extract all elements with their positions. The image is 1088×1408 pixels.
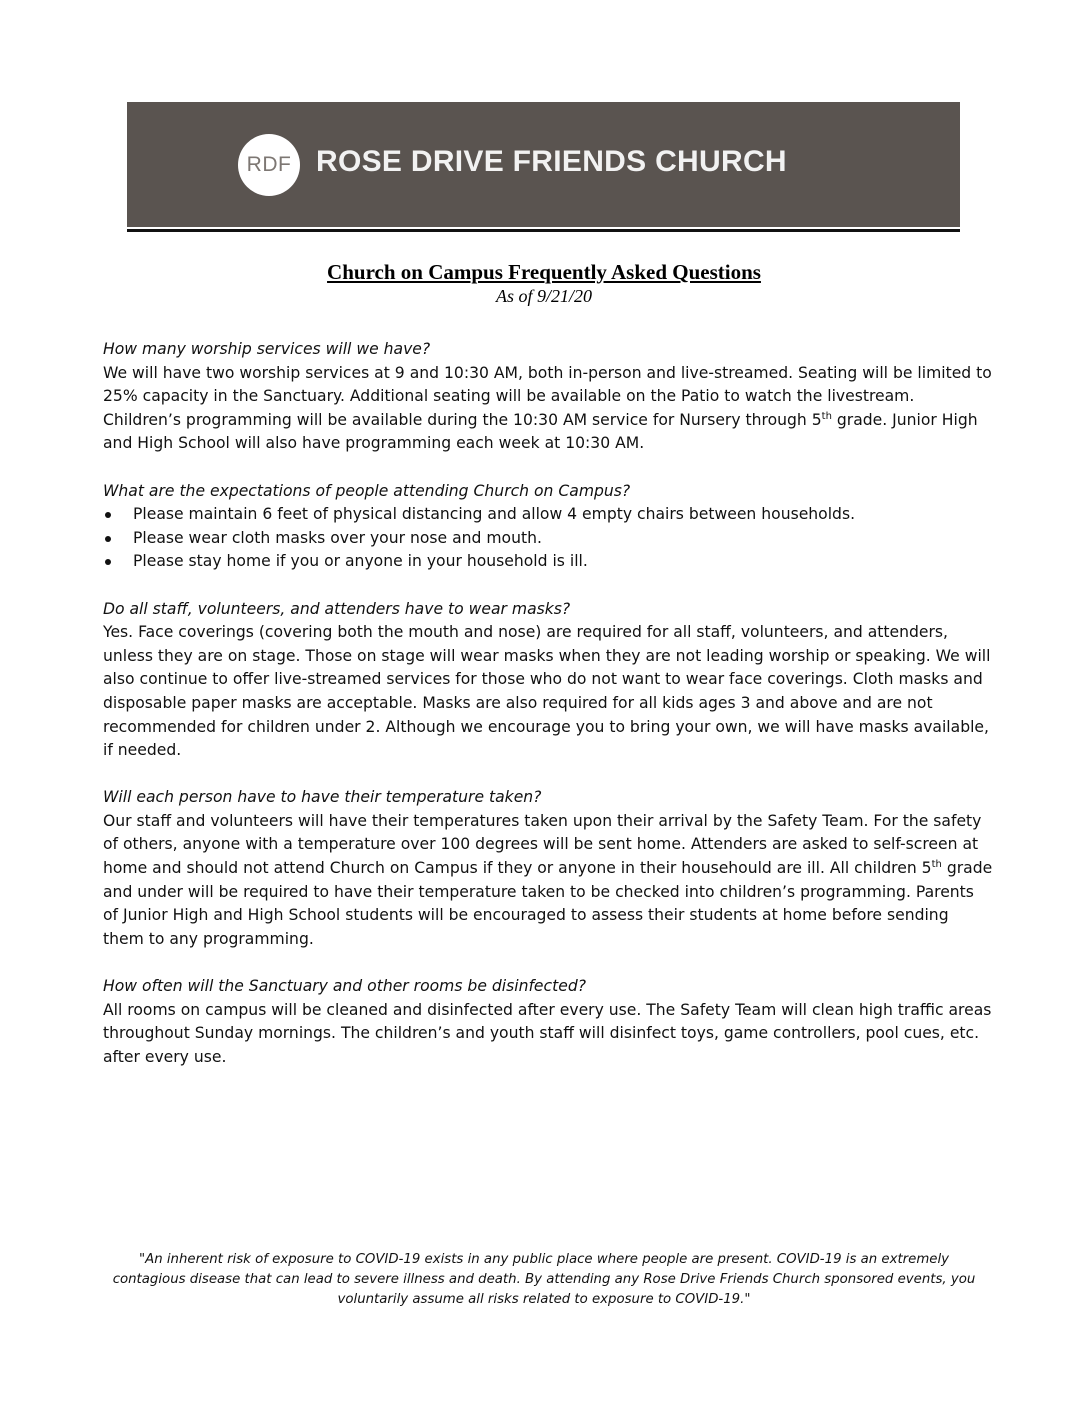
- faq-answer: All rooms on campus will be cleaned and disinfected after every use. The Safety Team will clean high traffic areas throughout Sunday mornings. The children’s and youth staff will disinfect toys, game controllers, pool cues, etc. after every use.: [103, 1000, 992, 1066]
- faq-question: How often will the Sanctuary and other rooms be disinfected?: [103, 977, 586, 996]
- header-divider: [127, 229, 960, 232]
- faq-answer: Yes. Face coverings (covering both the mouth and nose) are required for all staff, volunteers, and attenders, unless they are on stage. Those on stage will wear masks when they are not leading worship or speaking. We will also continue to offer live-streamed services for those who do not want to wear face coverings. Cloth masks and disposable paper masks are acceptable. Masks are also required for all kids ages 3 and above and are not recommended for children under 2. Although we encourage you to bring your own, we will have masks available, if needed.: [103, 623, 991, 760]
- answer-text: grade and under will be required to have their temperature taken to be checked into children’s programming. Parents of Junior High and High School students will be encouraged to assess their students at home before sending them to any programming.: [103, 859, 993, 948]
- expectations-list: [103, 503, 993, 574]
- list-item-text: Please maintain 6 feet of physical distancing and allow 4 empty chairs between households.: [133, 505, 856, 524]
- church-logo: [238, 134, 300, 196]
- faq-item-services: [103, 338, 993, 456]
- church-name: ROSE DRIVE FRIENDS CHURCH: [316, 145, 787, 178]
- list-item: [103, 527, 993, 551]
- bullet-icon: [105, 536, 111, 542]
- answer-text: grade. Junior High and High School will also have programming each week at 10:30 AM.: [103, 410, 978, 453]
- faq-question: What are the expectations of people attending Church on Campus?: [103, 481, 631, 500]
- answer-text: We will have two worship services at 9 and 10:30 AM, both in-person and live-streamed. Seating will be limited to 25% capacity in the Sanctuary. Additional seating will be available on the Patio to watch the livestream. Children’s programming will be available during the 10:30 AM service for Nursery through 5: [103, 363, 992, 429]
- page-date: As of 9/21/20: [495, 286, 592, 306]
- list-item-text: Please stay home if you or anyone in your household is ill.: [133, 552, 588, 571]
- bullet-icon: [105, 559, 111, 565]
- faq-item-disinfection: [103, 975, 993, 1069]
- faq-item-expectations: [103, 480, 993, 574]
- faq-answer: [103, 362, 993, 456]
- faq-answer: [103, 810, 993, 952]
- logo-text: RDF: [246, 153, 292, 176]
- superscript-ordinal: th: [821, 410, 832, 422]
- faq-item-masks: [103, 598, 993, 763]
- list-item-text: Please wear cloth masks over your nose and mouth.: [133, 528, 542, 547]
- list-item: [103, 550, 993, 574]
- faq-question: Do all staff, volunteers, and attenders have to wear masks?: [103, 599, 571, 618]
- faq-question: How many worship services will we have?: [103, 340, 431, 358]
- answer-text: Our staff and volunteers will have their temperatures taken upon their arrival by the Safety Team. For the safety of others, anyone with a temperature over 100 degrees will be sent home. Attenders are asked to self-screen at home and should not attend Church on Campus if they or anyone in their househould are ill. All children 5: [103, 811, 982, 878]
- faq-item-temperature: [103, 786, 993, 951]
- bullet-icon: [105, 512, 111, 518]
- faq-content: [103, 338, 993, 1093]
- covid-disclaimer: "An inherent risk of exposure to COVID-19 exists in any public place where people are present. COVID-19 is an extremely contagious disease that can lead to severe illness and death. By attending any Rose Drive Friends Church sponsored events, you voluntarily assume all risks related to exposure to COVID-19.": [112, 1252, 976, 1307]
- faq-question: Will each person have to have their temperature taken?: [103, 788, 542, 807]
- page-title: Church on Campus Frequently Asked Questions: [327, 260, 761, 284]
- list-item: [103, 503, 993, 527]
- superscript-ordinal: th: [931, 859, 942, 871]
